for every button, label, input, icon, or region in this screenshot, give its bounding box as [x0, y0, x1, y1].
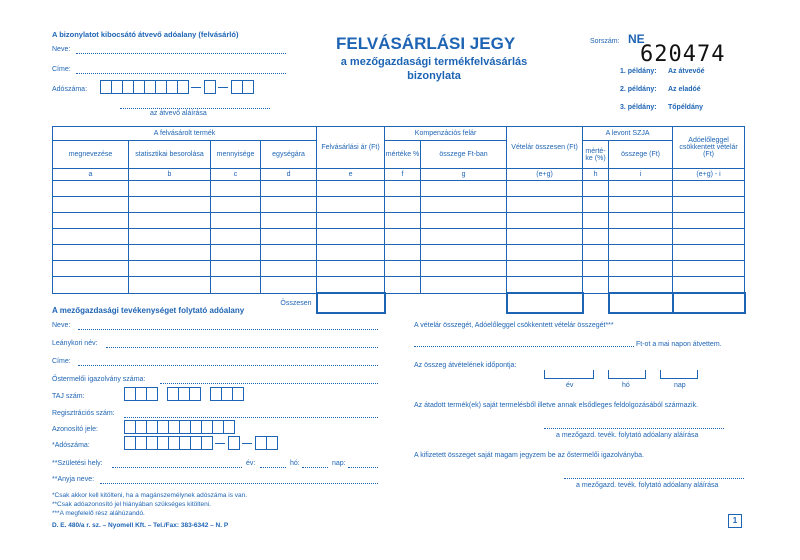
- taj-label: TAJ szám:: [52, 393, 85, 400]
- signature-line-2[interactable]: [564, 478, 744, 479]
- received-text: Ft-ot a mai napon átvettem.: [636, 341, 722, 348]
- buyer-section-title: A bizonylatot kibocsátó átvevő adóalany (felvásárló): [52, 30, 239, 39]
- signature-label-2: a mezőgazd. tevék. folytató adóalany aláírása: [576, 482, 719, 489]
- code-a: a: [53, 169, 129, 181]
- col-rate: mértéke %: [385, 141, 421, 169]
- col-unit: egységára: [261, 141, 317, 169]
- date-text: Az összeg átvételének időpontja:: [414, 362, 517, 369]
- code-c: c: [211, 169, 261, 181]
- col-szja-amount: összege (Ft): [609, 141, 673, 169]
- col-name: megnevezése: [53, 141, 129, 169]
- day-label: nap: [674, 382, 686, 389]
- total-price[interactable]: [317, 293, 385, 313]
- mother-label: **Anyja neve:: [52, 476, 95, 483]
- buyer-name-field[interactable]: [76, 53, 286, 54]
- copy2-value: Az eladóé: [668, 86, 701, 93]
- day-boxes[interactable]: [660, 370, 698, 379]
- col-qty: mennyisége: [211, 141, 261, 169]
- serial-label: Sorszám:: [590, 38, 620, 45]
- table-row[interactable]: [53, 213, 745, 229]
- id-label: Azonosító jele:: [52, 426, 98, 433]
- birth-day-field[interactable]: [348, 467, 378, 468]
- code-e: e: [317, 169, 385, 181]
- buyer-taxnum-label: Adószáma:: [52, 86, 88, 93]
- month-label: hó: [622, 382, 630, 389]
- group-szja: A levont SZJA: [583, 127, 673, 141]
- birth-month-label: hó:: [290, 460, 300, 467]
- table-row[interactable]: [53, 245, 745, 261]
- col-total: Vételár összesen (Ft): [507, 127, 583, 169]
- copy3-value: Tőpéldány: [668, 104, 704, 111]
- code-eg: (e+g): [507, 169, 583, 181]
- producer-id-field[interactable]: [160, 383, 378, 384]
- total-vetelar[interactable]: [507, 293, 583, 313]
- seller-name-field[interactable]: [78, 329, 378, 330]
- copy1-label: 1. példány:: [620, 68, 657, 75]
- copy2-label: 2. példány:: [620, 86, 657, 93]
- seller-name-label: Neve:: [52, 322, 71, 329]
- buyer-name-label: Neve:: [52, 46, 71, 53]
- birth-field[interactable]: [112, 467, 242, 468]
- reg-field[interactable]: [124, 417, 378, 418]
- birth-year-field[interactable]: [260, 467, 286, 468]
- table-row[interactable]: [53, 181, 745, 197]
- code-g: g: [421, 169, 507, 181]
- page-number: 1: [728, 514, 742, 528]
- seller-address-label: Címe:: [52, 358, 71, 365]
- mother-field[interactable]: [100, 483, 378, 484]
- year-label: év: [566, 382, 574, 389]
- seller-section-title: A mezőgazdasági tevékenységet folytató adóalany: [52, 306, 245, 315]
- col-szja-rate: mérté- ke (%): [583, 141, 609, 169]
- buyer-taxnum-boxes[interactable]: [100, 80, 253, 94]
- birth-day-label: nap:: [332, 460, 346, 467]
- purchase-text: A vételár összegét, Adóelőleggel csökkentett vételár összegét***: [414, 322, 614, 329]
- seller-maiden-label: Leánykori név:: [52, 340, 98, 347]
- own-product-text: Az átadott termék(ek) saját termelésből illetve annak elsődleges feldolgozásából származik.: [414, 402, 699, 409]
- copy1-value: Az átvevőé: [668, 68, 705, 75]
- seller-maiden-field[interactable]: [106, 347, 378, 348]
- total-label: Összesen: [53, 293, 317, 313]
- seller-tax-label: *Adószáma:: [52, 442, 90, 449]
- table-row[interactable]: [53, 197, 745, 213]
- buyer-address-field[interactable]: [76, 73, 286, 74]
- taj-boxes[interactable]: [124, 387, 243, 401]
- month-boxes[interactable]: [608, 370, 646, 379]
- group-product: A felvásárolt termék: [53, 127, 317, 141]
- col-amount: összege Ft-ban: [421, 141, 507, 169]
- serial-prefix: NE: [628, 32, 645, 46]
- code-i: i: [609, 169, 673, 181]
- id-boxes[interactable]: [124, 420, 234, 434]
- col-reduced: Adóelőleggel csökkentett vételár (Ft): [673, 127, 745, 169]
- signature-label-1: a mezőgazd. tevék. folytató adóalany aláírása: [556, 432, 699, 439]
- footer-print-info: D. E. 480/a r. sz. – Nyomell Kft. – Tel./Fax: 383-6342 – N. P: [52, 522, 229, 529]
- serial-number: 620474: [640, 42, 726, 67]
- table-row[interactable]: [53, 229, 745, 245]
- signature-line-1[interactable]: [544, 428, 724, 429]
- code-d: d: [261, 169, 317, 181]
- products-table: [52, 126, 746, 314]
- note-1: *Csak akkor kell kitölteni, ha a magánszemélynek adószáma is van.: [52, 492, 248, 499]
- note-2: **Csak adóazonosító jel hiányában szükséges kitölteni.: [52, 501, 211, 508]
- code-b: b: [129, 169, 211, 181]
- note-3: ***A megfelelő rész aláhúzandó.: [52, 510, 145, 517]
- subtitle-line1: a mezőgazdasági termékfelvásárlás: [340, 56, 528, 68]
- total-reduced[interactable]: [673, 293, 745, 313]
- birth-month-field[interactable]: [302, 467, 328, 468]
- producer-id-label: Őstermelői igazolvány száma:: [52, 376, 146, 383]
- amount-field[interactable]: [414, 346, 634, 347]
- col-stat: statisztikai besorolása: [129, 141, 211, 169]
- subtitle-line2: bizonylata: [407, 70, 461, 82]
- copy3-label: 3. példány:: [620, 104, 657, 111]
- seller-tax-boxes[interactable]: [124, 436, 277, 450]
- buyer-signature-label: az átvevő aláírása: [150, 110, 207, 117]
- code-h: h: [583, 169, 609, 181]
- page-title: FELVÁSÁRLÁSI JEGY: [336, 34, 516, 53]
- group-comp: Kompenzációs felár: [385, 127, 507, 141]
- table-row[interactable]: [53, 261, 745, 277]
- code-egi: (e+g) - i: [673, 169, 745, 181]
- col-price: Felvásárlási ár (Ft): [317, 127, 385, 169]
- birth-label: **Születési hely:: [52, 460, 103, 467]
- total-szja[interactable]: [609, 293, 673, 313]
- year-boxes[interactable]: [544, 370, 594, 379]
- birth-year-label: év:: [246, 460, 256, 467]
- noted-text: A kifizetett összeget saját magam jegyzem be az őstermelői igazolványba.: [414, 452, 644, 459]
- code-f: f: [385, 169, 421, 181]
- buyer-address-label: Címe:: [52, 66, 71, 73]
- seller-address-field[interactable]: [78, 365, 378, 366]
- table-row[interactable]: [53, 277, 745, 294]
- buyer-signature-line[interactable]: [120, 108, 270, 109]
- reg-label: Regisztrációs szám:: [52, 410, 115, 417]
